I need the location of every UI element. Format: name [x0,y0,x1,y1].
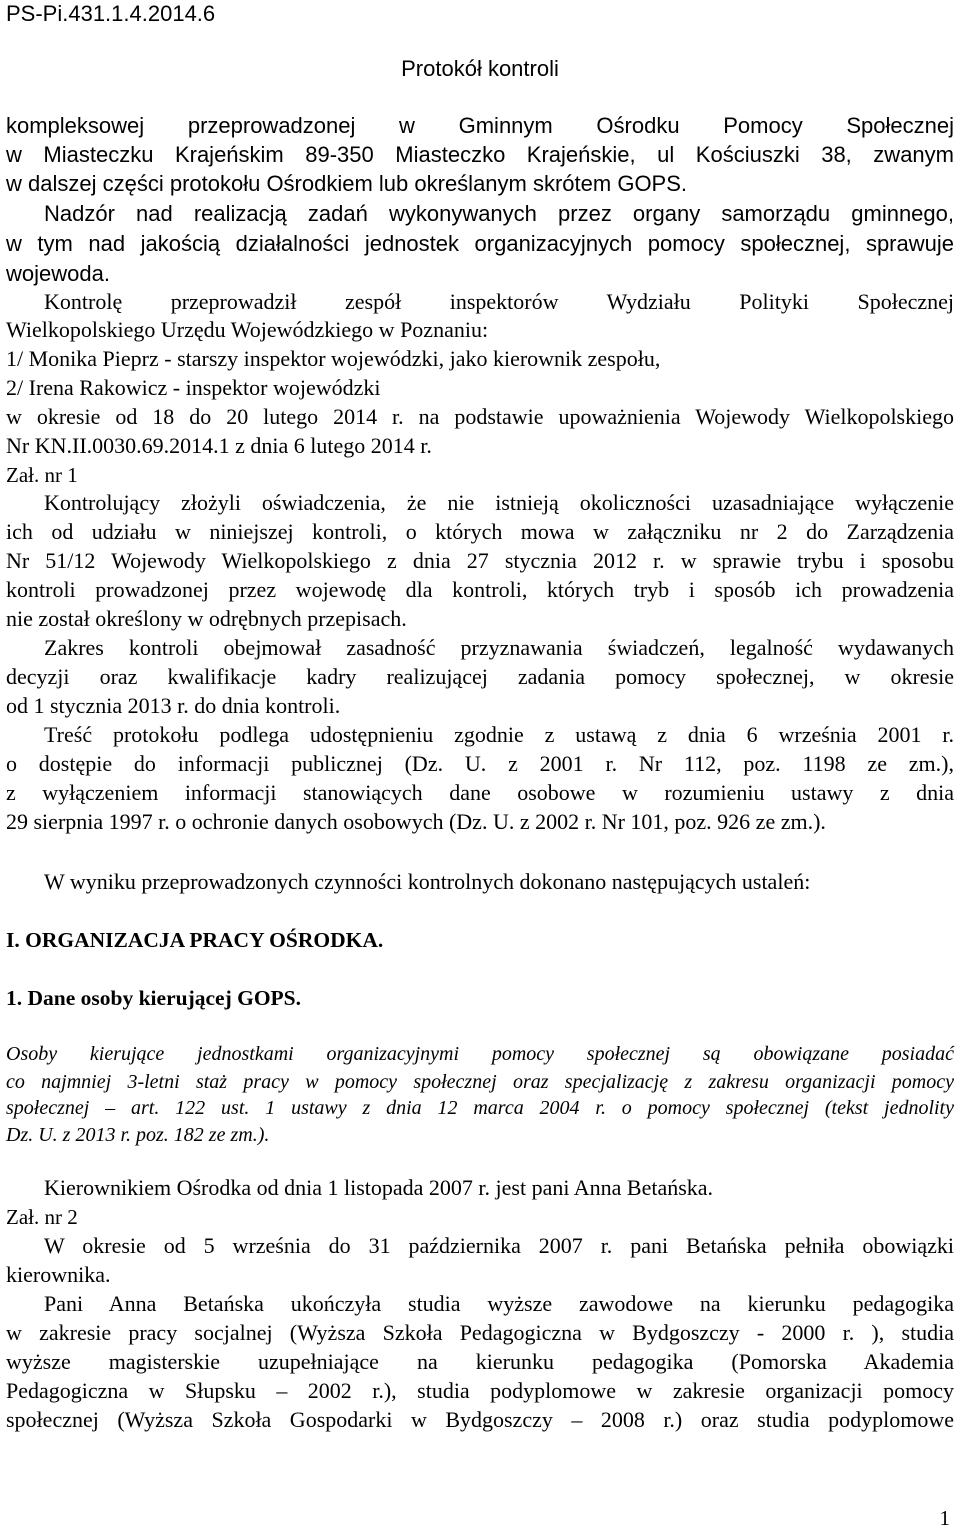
findings-intro: W wyniku przeprowadzonych czynności kontrolnych dokonano następujących ustaleń: [44,869,811,894]
acting-line: kierownika. [6,1262,111,1287]
inspection-line: Kontrolę przeprowadził zespół inspektorów Wydziału Polityki Społecznej [44,289,954,314]
intro-line: w dalszej części protokołu Ośrodkiem lub określanym skrótem GOPS. [6,171,688,196]
supervision-line: w tym nad jakością działalności jednostek organizacyjnych pomocy społecznej, sprawuje [6,231,954,256]
disclosure-line: z wyłączeniem informacji stanowiących dane osobowe w rozumieniu ustawy z dnia [6,780,954,805]
education-line: Pani Anna Betańska ukończyła studia wyższe zawodowe na kierunku pedagogika [44,1291,954,1316]
intro-line: kompleksowej przeprowadzonej w Gminnym Ośrodku Pomocy Społecznej [6,113,954,138]
page-number: 1 [939,1506,950,1530]
attachment-reference: Zał. nr 1 [6,463,78,487]
supervision-line: wojewoda. [6,261,110,286]
section-heading: I. ORGANIZACJA PRACY OŚRODKA. [6,928,384,952]
manager-line: Kierownikiem Ośrodka od dnia 1 listopada 2007 r. jest pani Anna Betańska. [44,1175,714,1200]
attachment-reference: Zał. nr 2 [6,1205,78,1229]
disclosure-line: Treść protokołu podlega udostępnieniu zgodnie z ustawą z dnia 6 września 2001 r. [44,722,954,747]
disclosure-line: 29 sierpnia 1997 r. o ochronie danych osobowych (Dz. U. z 2002 r. Nr 101, poz. 926 ze zm.). [6,809,826,834]
declaration-line: ich od udziału w niniejszej kontroli, o których mowa w załączniku nr 2 do Zarządzenia [6,519,954,544]
document-reference-number: PS-Pi.431.1.4.2014.6 [6,1,216,26]
acting-line: W okresie od 5 września do 31 października 2007 r. pani Betańska pełniła obowiązki [44,1233,954,1258]
requirement-line: społecznej – art. 122 ust. 1 ustawy z dnia 12 marca 2004 r. o pomocy społecznej (tekst jednolity [6,1097,954,1119]
scope-line: od 1 stycznia 2013 r. do dnia kontroli. [6,693,341,718]
inspection-line: w okresie od 18 do 20 lutego 2014 r. na podstawie upoważnienia Wojewody Wielkopolskiego [6,404,954,429]
requirement-line: co najmniej 3-letni staż pracy w pomocy społecznej oraz specjalizację z zakresu organizacji pomocy [6,1071,954,1093]
requirement-line: Dz. U. z 2013 r. poz. 182 ze zm.). [6,1124,270,1146]
scope-line: Zakres kontroli obejmował zasadność przyznawania świadczeń, legalność wydawanych [44,635,954,660]
inspection-member: 2/ Irena Rakowicz - inspektor wojewódzki [6,375,381,400]
declaration-line: nie został określony w odrębnych przepisach. [6,606,407,631]
education-line: społecznej (Wyższa Szkoła Gospodarki w Bydgoszczy – 2008 r.) oraz studia podyplomowe [6,1407,954,1432]
education-line: w zakresie pracy socjalnej (Wyższa Szkoła Pedagogiczna w Bydgoszczy - 2000 r. ), studia [6,1320,954,1345]
inspection-line: Nr KN.II.0030.69.2014.1 z dnia 6 lutego 2014 r. [6,433,432,458]
document-title: Protokół kontroli [401,56,559,81]
inspection-member: 1/ Monika Pieprz - starszy inspektor wojewódzki, jako kierownik zespołu, [6,346,661,371]
subsection-heading: 1. Dane osoby kierującej GOPS. [6,986,302,1010]
declaration-line: Kontrolujący złożyli oświadczenia, że nie istnieją okoliczności uzasadniające wyłączenie [44,490,954,515]
disclosure-line: o dostępie do informacji publicznej (Dz. U. z 2001 r. Nr 112, poz. 1198 ze zm.), [6,751,954,776]
education-line: Pedagogiczna w Słupsku – 2002 r.), studia podyplomowe w zakresie organizacji pomocy [6,1378,954,1403]
inspection-line: Wielkopolskiego Urzędu Wojewódzkiego w Poznaniu: [6,317,489,342]
declaration-line: Nr 51/12 Wojewody Wielkopolskiego z dnia 27 stycznia 2012 r. w sprawie trybu i sposobu [6,548,954,573]
scope-line: decyzji oraz kwalifikacje kadry realizującej zadania pomocy społecznej, w okresie [6,664,954,689]
education-line: wyższe magisterskie uzupełniające na kierunku pedagogika (Pomorska Akademia [6,1349,954,1374]
supervision-line: Nadzór nad realizacją zadań wykonywanych przez organy samorządu gminnego, [44,201,954,226]
requirement-line: Osoby kierujące jednostkami organizacyjnymi pomocy społecznej są obowiązane posiadać [6,1043,954,1065]
intro-line: w Miasteczku Krajeńskim 89-350 Miasteczko Krajeńskie, ul Kościuszki 38, zwanym [6,142,954,167]
declaration-line: kontroli prowadzonej przez wojewodę dla kontroli, których tryb i sposób ich prowadzenia [6,577,954,602]
